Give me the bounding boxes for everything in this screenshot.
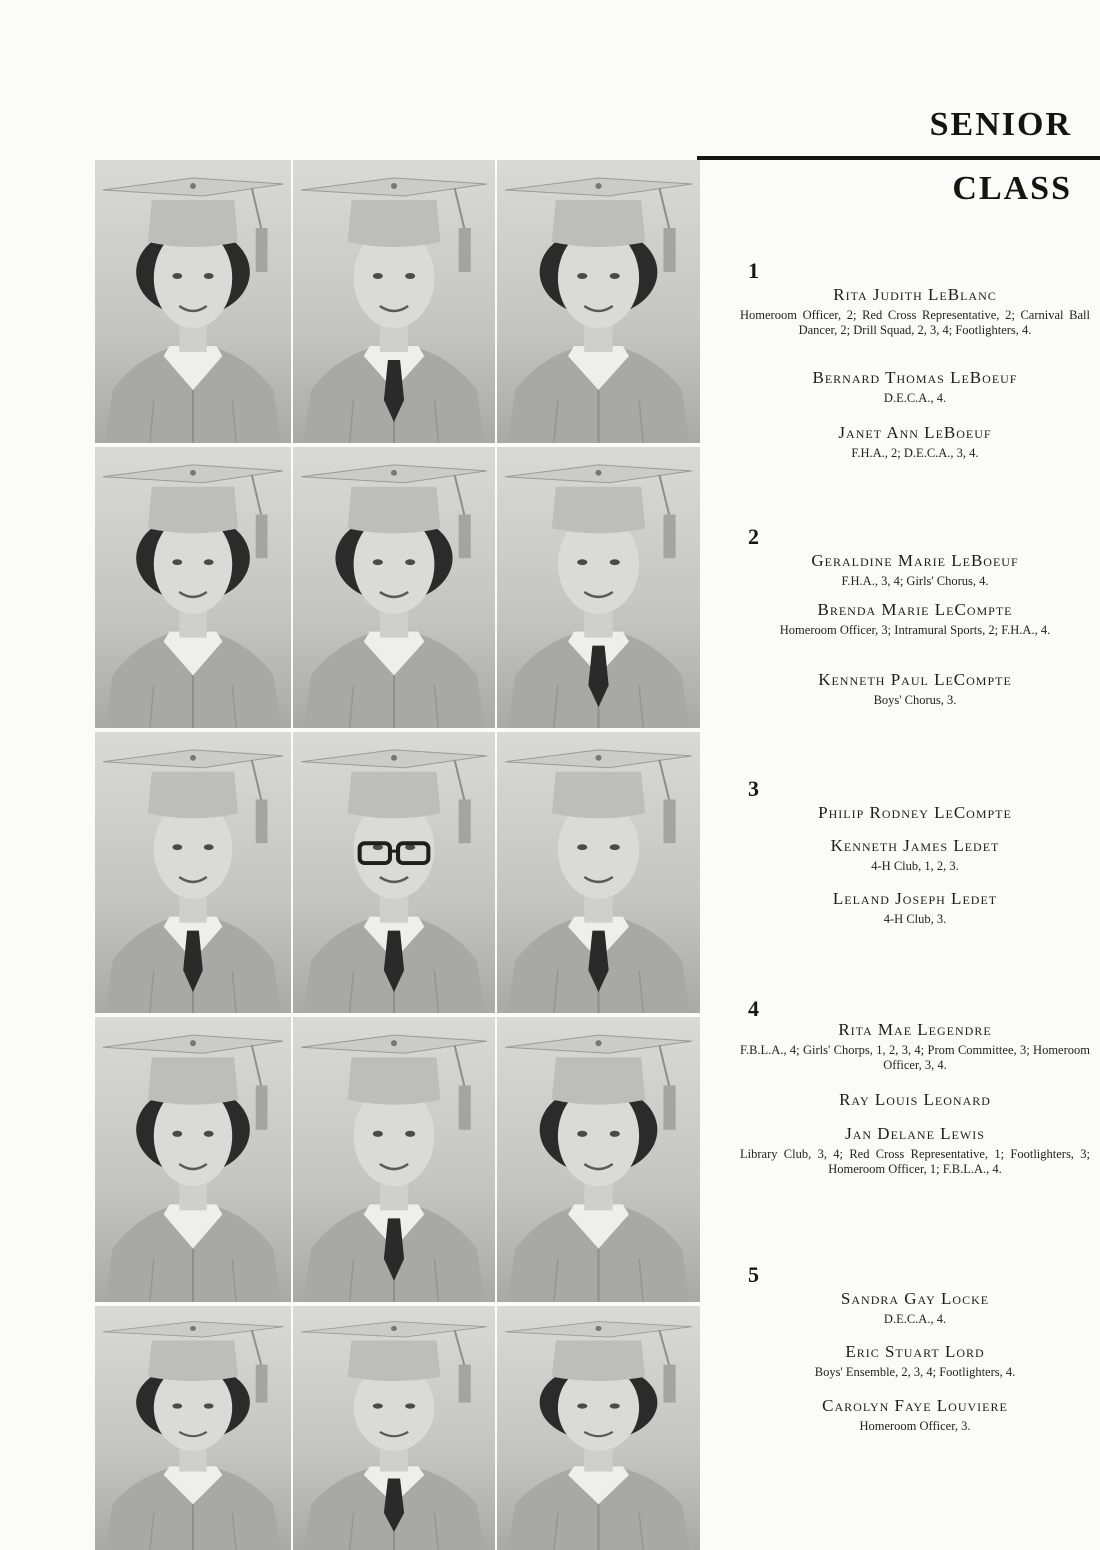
entry-activities: 4-H Club, 1, 2, 3. [871, 859, 959, 873]
entry-activities: Homeroom Officer, 3; Intramural Sports, 2; F.H.A., 4. [779, 623, 1051, 637]
page-title-senior: SENIOR [929, 106, 1072, 143]
entry-activities: Boys' Ensemble, 2, 3, 4; Footlighters, 4. [814, 1365, 1016, 1379]
portrait-photo [293, 1017, 495, 1302]
entry-name: Kenneth James Ledet [830, 836, 1000, 855]
portrait-photo [293, 447, 495, 728]
entry-activities: F.H.A., 2; D.E.C.A., 3, 4. [851, 446, 979, 460]
entry-name: Philip Rodney LeCompte [818, 803, 1012, 822]
group-number: 1 [748, 258, 759, 283]
entry-name: Ray Louis Leonard [839, 1090, 991, 1109]
entry-name: Geraldine Marie LeBoeuf [811, 551, 1019, 570]
entry-name: Leland Joseph Ledet [832, 889, 998, 908]
portrait-photo [497, 160, 700, 443]
entry [740, 803, 1090, 823]
portrait-grid [95, 160, 700, 1550]
entry-activities: Homeroom Officer, 2; Red Cross Representative, 2; Carnival Ball Dancer, 2; Drill Squad, 2, 3, 4; Footlighters, 4. [740, 308, 1090, 337]
entry-name: Carolyn Faye Louviere [822, 1396, 1008, 1415]
entry-name: Kenneth Paul LeCompte [818, 670, 1012, 689]
page-title-class: CLASS [952, 170, 1072, 207]
entry-name: Eric Stuart Lord [845, 1342, 985, 1361]
entry-activities: D.E.C.A., 4. [883, 391, 947, 405]
group-number: 2 [748, 524, 759, 549]
portrait-photo [497, 447, 700, 728]
entry [740, 836, 1090, 874]
entry [740, 889, 1090, 927]
entry [740, 670, 1090, 708]
entry [740, 1124, 1090, 1177]
portrait-photo [95, 160, 291, 443]
entry [740, 551, 1090, 589]
entry [740, 1289, 1090, 1327]
entry-name: Bernard Thomas LeBoeuf [812, 368, 1018, 387]
title-divider [697, 156, 1100, 160]
entry-activities: 4-H Club, 3. [883, 912, 947, 926]
entry [740, 600, 1090, 638]
entry [740, 285, 1090, 338]
entry-activities: Library Club, 3, 4; Red Cross Representative, 1; Footlighters, 3; Homeroom Officer, 1; F.B.L.A., 4. [740, 1147, 1090, 1176]
entry [740, 368, 1090, 406]
portrait-photo [293, 160, 495, 443]
portrait-photo [95, 447, 291, 728]
entry [740, 1342, 1090, 1380]
entry-name: Janet Ann LeBoeuf [838, 423, 992, 442]
group-number: 5 [748, 1262, 759, 1287]
entry [740, 1020, 1090, 1073]
entry-activities: F.B.L.A., 4; Girls' Chorps, 1, 2, 3, 4; Prom Committee, 3; Homeroom Officer, 3, 4. [740, 1043, 1090, 1072]
entry-name: Jan Delane Lewis [845, 1124, 985, 1143]
entry [740, 423, 1090, 461]
portrait-photo [293, 1306, 495, 1550]
portrait-photo [497, 1017, 700, 1302]
entry-name: Rita Judith LeBlanc [833, 285, 997, 304]
entry-name: Brenda Marie LeCompte [817, 600, 1013, 619]
portrait-photo [95, 732, 291, 1013]
portrait-photo [95, 1306, 291, 1550]
portrait-photo [497, 732, 700, 1013]
entry-activities: Boys' Chorus, 3. [873, 693, 957, 707]
entry-name: Rita Mae Legendre [838, 1020, 992, 1039]
portrait-photo [293, 732, 495, 1013]
portrait-photo [497, 1306, 700, 1550]
portrait-photo [95, 1017, 291, 1302]
entry-activities: D.E.C.A., 4. [883, 1312, 947, 1326]
entry-name: Sandra Gay Locke [840, 1289, 990, 1308]
entry-activities: F.H.A., 3, 4; Girls' Chorus, 4. [841, 574, 989, 588]
entry-activities: Homeroom Officer, 3. [859, 1419, 971, 1433]
group-number: 4 [748, 996, 759, 1021]
group-number: 3 [748, 776, 759, 801]
entry [740, 1090, 1090, 1110]
entry [740, 1396, 1090, 1434]
